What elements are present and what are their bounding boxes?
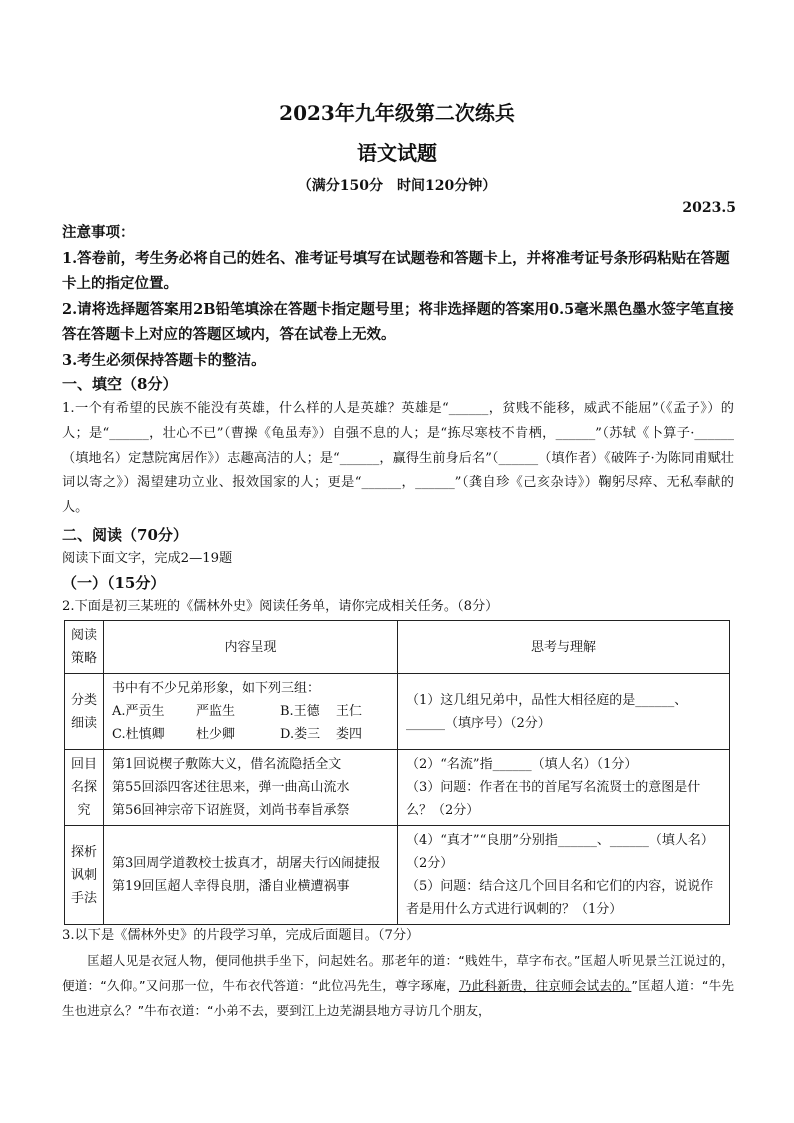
table-row <box>65 674 730 750</box>
question-3: 3.以下是《儒林外史》的片段学习单，完成后面题目。（7分） <box>62 928 420 943</box>
content-line: 第55回添四客述往思来，弹一曲高山流水 <box>112 780 350 795</box>
instruction-item: 1.答卷前，考生务必将自己的姓名、准考证号填写在试题卷和答题卡上，并将准考证号条形码粘贴在答题卡上的指定位置。 <box>62 249 730 292</box>
header-thinking: 思考与理解 <box>398 621 730 674</box>
instructions <box>62 220 734 373</box>
content-line: 第56回神宗帝下诏旌贤，刘尚书奉旨承祭 <box>112 803 350 818</box>
thinking-line: （4）“真才”“良朋”分别指______、______（填人名）（2分） <box>406 833 714 871</box>
strategy-cell: 回目名探究 <box>65 750 104 826</box>
instruction-item: 3.考生必须保持答题卡的整洁。 <box>62 351 266 369</box>
thinking-cell <box>398 826 730 925</box>
subject-title: 语文试题 <box>357 141 437 165</box>
group-item: 杜少卿 <box>196 727 236 742</box>
group-item: C.杜慎卿 <box>112 727 165 742</box>
part-one-heading: （一）（15分） <box>62 574 166 592</box>
reading-intro: 阅读下面文字，完成2—19题 <box>62 551 233 566</box>
excerpt-paragraph <box>62 948 734 1023</box>
brother-groups <box>112 700 389 723</box>
content-cell <box>104 826 398 925</box>
brother-groups <box>112 723 389 746</box>
thinking-line: （3）问题：作者在书的首尾写名流贤士的意图是什么？（2分） <box>406 780 701 818</box>
instruction-item: 2.请将选择题答案用2B铅笔填涂在答题卡指定题号里；将非选择题的答案用0.5毫米黑色墨水签字笔直接答在答题卡上对应的答题区域内，答在试卷上无效。 <box>62 300 734 343</box>
content-line: 第3回周学道教校士拔真才，胡屠夫行凶闹捷报 <box>112 856 381 871</box>
group-item: 王仁 <box>336 704 363 719</box>
instructions-heading: 注意事项： <box>62 224 135 241</box>
strategy-cell: 探析讽刺手法 <box>65 826 104 925</box>
table-header-row <box>65 621 730 674</box>
novel-excerpt <box>62 948 734 1023</box>
excerpt-text: ”匡超人道：“牛先生也进京么？”牛布衣道：“小弟不去，要到江上边芜湖县地方寻访几个朋友， <box>62 978 734 1018</box>
excerpt-underlined-sentence: 乃此科新贵，往京师会试去的。 <box>458 978 632 993</box>
group-item: 娄四 <box>336 727 363 742</box>
section-fill-heading: 一、填空（8分） <box>62 375 178 393</box>
exam-title: 2023年九年级第二次练兵 <box>279 101 515 125</box>
thinking-line: （2）“名流”指______（填人名）（1分） <box>406 757 638 772</box>
strategy-cell: 分类细读 <box>65 674 104 750</box>
group-item: B.王德 <box>280 704 320 719</box>
header-strategy: 阅读策略 <box>65 621 104 674</box>
section-reading-heading: 二、阅读（70分） <box>62 526 188 544</box>
question-1-text: 1.一个有希望的民族不能没有英雄，什么样的人是英雄？英雄是“______，贫贱不能移，威武不能屈”（《孟子》）的人；是“______，壮心不已”（曹操《龟虽寿》）自强不息的人；是“拣尽寒枝不肯栖，______”（苏轼《卜算子·______（填地名）定慧院寓居作》）志趣高洁的人；是“______，赢得生前身后名”（______（填作者）《破阵子·为陈同甫赋壮词以寄之》）渴望建功立业、报效国家的人；更是“______，______”（龚自珍《己亥杂诗》）鞠躬尽瘁、无私奉献的人。 <box>62 401 734 516</box>
thinking-cell: （1）这几组兄弟中，品性大相径庭的是______、______（填序号）（2分） <box>398 674 730 750</box>
header-content: 内容呈现 <box>104 621 398 674</box>
content-cell <box>104 674 398 750</box>
group-item: 严监生 <box>196 704 236 719</box>
group-item: A.严贡生 <box>112 704 165 719</box>
reading-task-table <box>64 620 730 925</box>
group-item: D.娄三 <box>280 727 321 742</box>
table-row <box>65 826 730 925</box>
content-cell <box>104 750 398 826</box>
content-line: 第19回匡超人幸得良朋，潘自业横遭祸事 <box>112 879 350 894</box>
content-line: 书中有不少兄弟形象，如下列三组： <box>112 681 321 696</box>
table-row <box>65 750 730 826</box>
question-2: 2.下面是初三某班的《儒林外史》阅读任务单，请你完成相关任务。（8分） <box>62 599 499 614</box>
question-1 <box>62 397 734 521</box>
thinking-cell <box>398 750 730 826</box>
thinking-line: （5）问题：结合这几个回目名和它们的内容，说说作者是用什么方式进行讽刺的？（1分） <box>406 879 714 917</box>
exam-info: （满分150分 时间120分钟） <box>297 178 497 194</box>
excerpt-text: 匡超人见是衣冠人物，便同他拱手坐下，问起姓名。那老年的道：“贱姓牛，草字布衣。”匡超人听见景兰江说过的，便道：“久仰。”又问那一位，牛布衣代答道：“此位冯先生，尊字琢庵， <box>62 953 734 993</box>
content-line: 第1回说楔子敷陈大义，借名流隐括全文 <box>112 757 342 772</box>
exam-date: 2023.5 <box>682 200 736 216</box>
